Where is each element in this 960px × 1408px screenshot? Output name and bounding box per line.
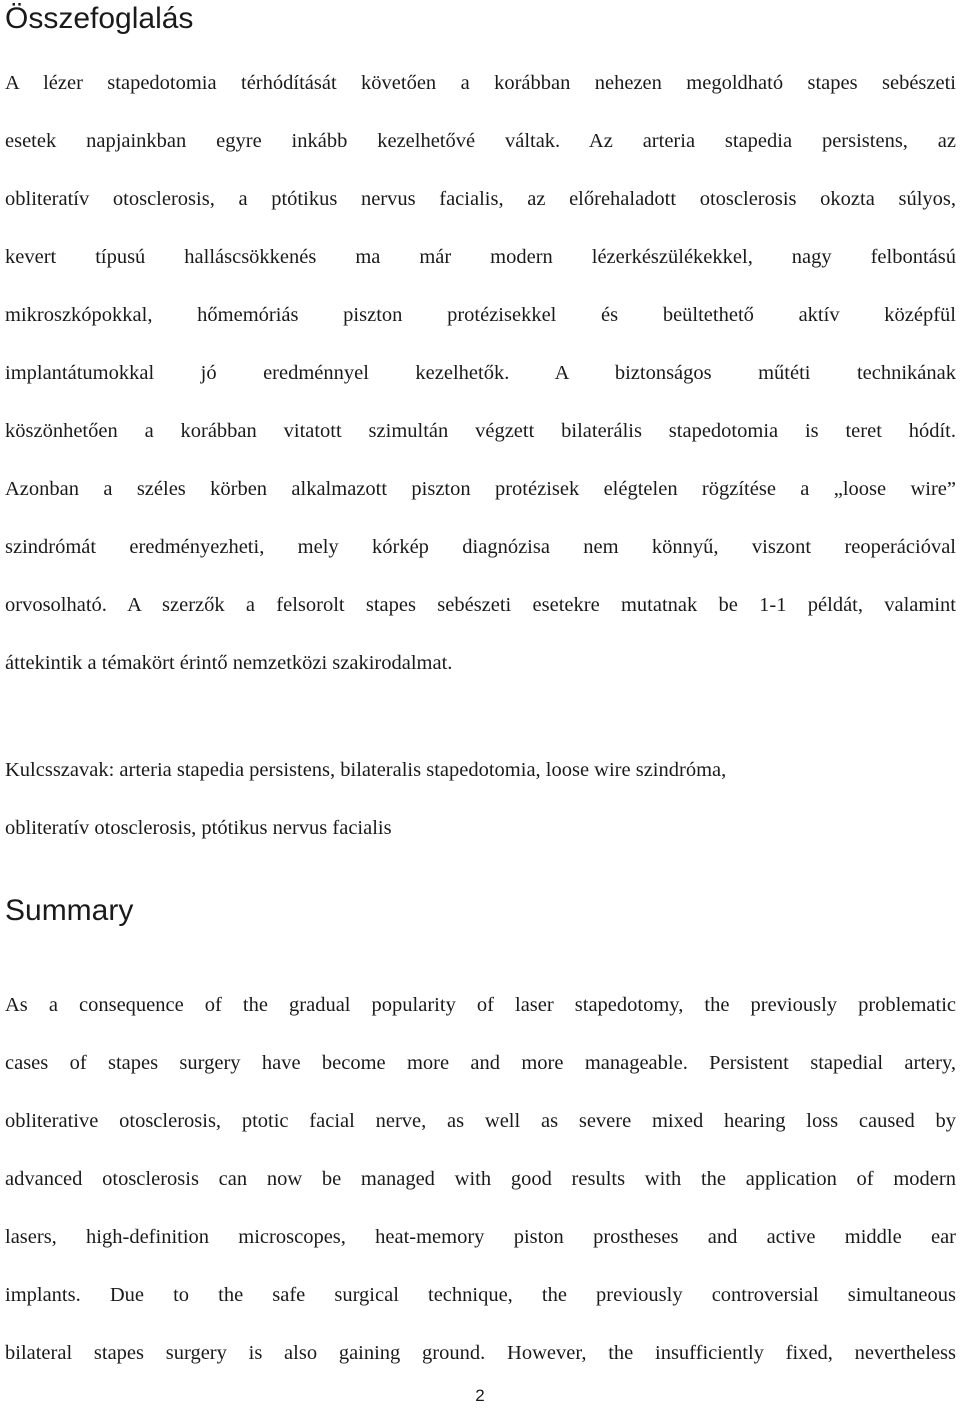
text-line: advanced otosclerosis can now be managed with good results with the application of modern: [5, 1168, 956, 1190]
text-line: obliteratív otosclerosis, ptótikus nervus facialis: [5, 817, 392, 839]
text-line: cases of stapes surgery have become more and more manageable. Persistent stapedial artery,: [5, 1052, 956, 1074]
abstract-paragraph: [5, 54, 956, 692]
text-line: obliteratív otosclerosis, a ptótikus nervus facialis, az előrehaladott otosclerosis okozta súlyos,: [5, 188, 956, 210]
text-line: köszönhetően a korábban vitatott szimultán végzett bilaterális stapedotomia is teret hódít.: [5, 420, 956, 442]
text-line: Azonban a széles körben alkalmazott piszton protézisek elégtelen rögzítése a „loose wire”: [5, 478, 956, 500]
text-line: szindrómát eredményezheti, mely kórkép diagnózisa nem könnyű, viszont reoperációval: [5, 536, 956, 558]
page-number: 2: [475, 1386, 485, 1405]
text-line: lasers, high-definition microscopes, heat-memory piston prostheses and active middle ear: [5, 1226, 956, 1248]
text-line: áttekintik a témakört érintő nemzetközi szakirodalmat.: [5, 652, 453, 674]
text-line: implantátumokkal jó eredménnyel kezelhetők. A biztonságos műtéti technikának: [5, 362, 956, 384]
text-line: esetek napjainkban egyre inkább kezelhetővé váltak. Az arteria stapedia persistens, az: [5, 130, 956, 152]
section-heading-summary: Summary: [5, 894, 134, 927]
text-line: orvosolható. A szerzők a felsorolt stapes sebészeti esetekre mutatnak be 1-1 példát, valamint: [5, 594, 956, 616]
text-line: kevert típusú halláscsökkenés ma már modern lézerkészülékekkel, nagy felbontású: [5, 246, 956, 268]
text-line: mikroszkópokkal, hőmemóriás piszton protézisekkel és beültethető aktív középfül: [5, 304, 956, 326]
summary-paragraph: [5, 976, 956, 1382]
text-line: bilateral stapes surgery is also gaining ground. However, the insufficiently fixed, nevertheless: [5, 1342, 956, 1364]
text-line: As a consequence of the gradual popularity of laser stapedotomy, the previously problematic: [5, 994, 956, 1016]
text-line: obliterative otosclerosis, ptotic facial nerve, as well as severe mixed hearing loss caused by: [5, 1110, 956, 1132]
text-line: implants. Due to the safe surgical technique, the previously controversial simultaneous: [5, 1284, 956, 1306]
keywords-paragraph: [5, 741, 956, 857]
text-line: A lézer stapedotomia térhódítását követően a korábban nehezen megoldható stapes sebészeti: [5, 72, 956, 94]
text-line: Kulcsszavak: arteria stapedia persistens, bilateralis stapedotomia, loose wire szindróma,: [5, 759, 727, 781]
section-heading-osszefoglalas: Összefoglalás: [5, 2, 194, 35]
